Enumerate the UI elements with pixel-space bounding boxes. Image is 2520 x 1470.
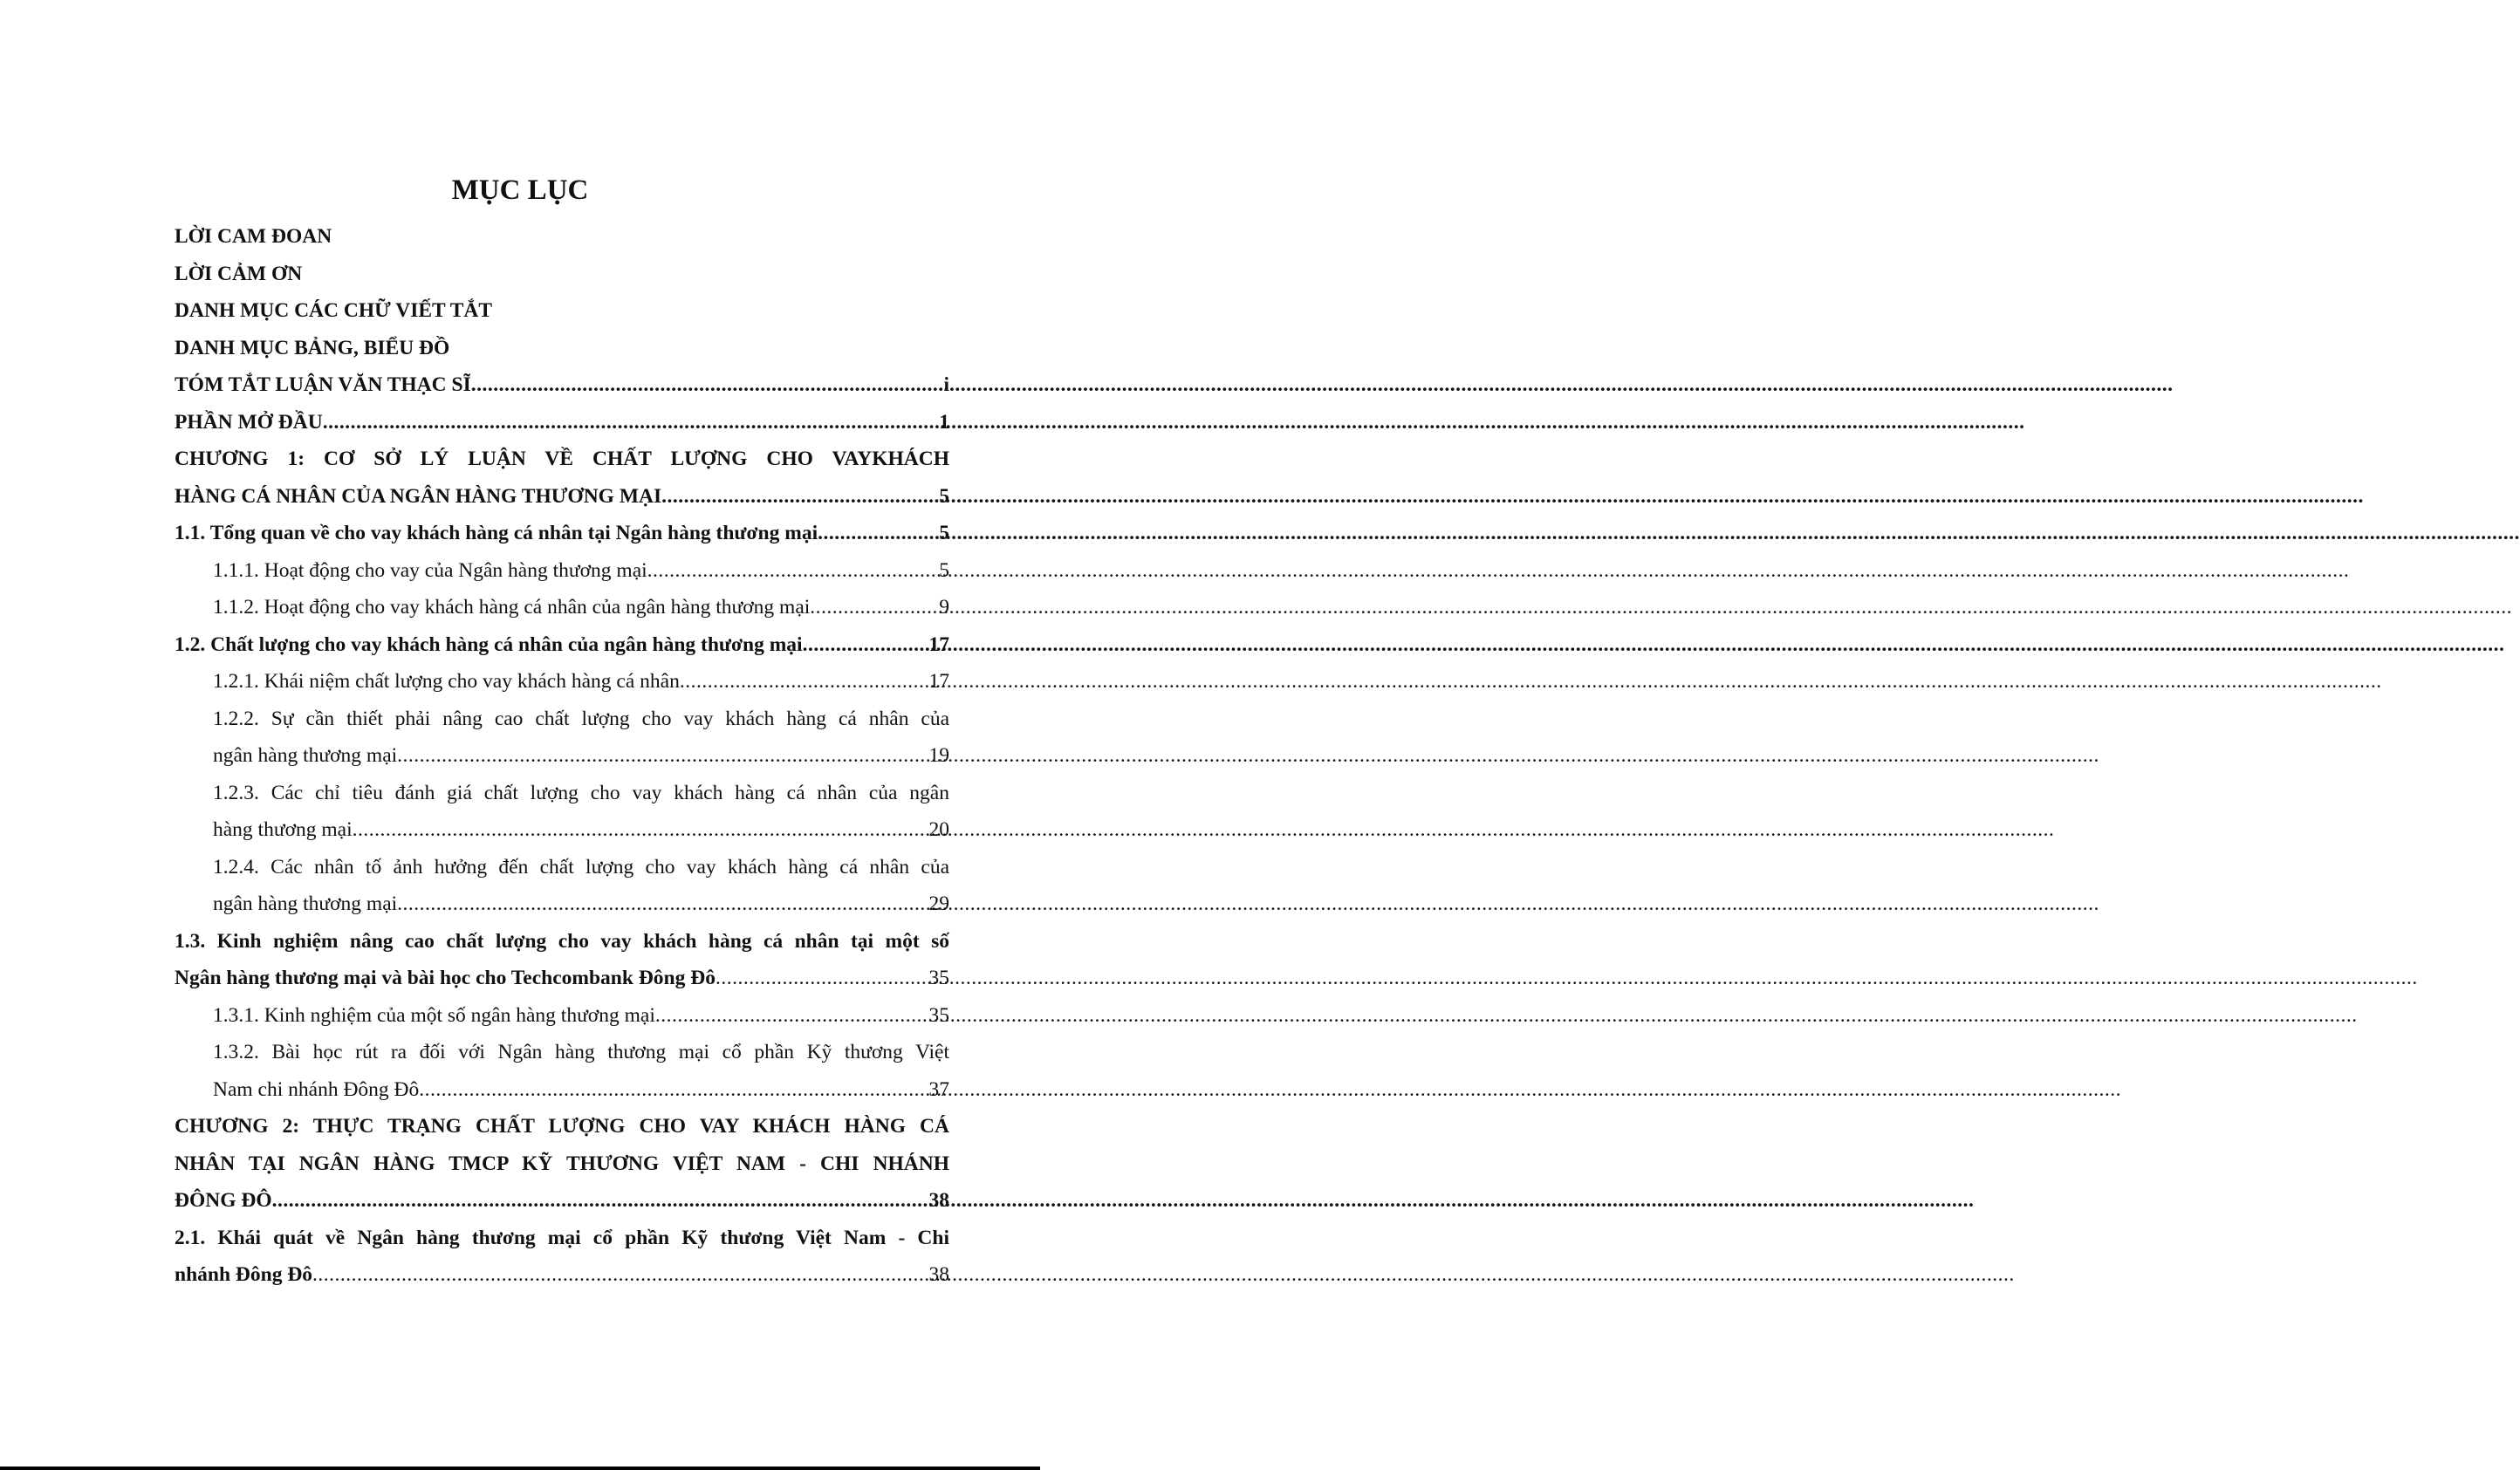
toc-entry-label: hàng thương mại	[213, 818, 353, 841]
toc-entry-chapter-2-line1[interactable]: CHƯƠNG 2: THỰC TRẠNG CHẤT LƯỢNG CHO VAY KHÁCH HÀNG CÁ	[175, 1115, 949, 1138]
toc-entry-2-1-line1[interactable]: 2.1. Khái quát về Ngân hàng thương mại cổ phần Kỹ thương Việt Nam - Chi	[175, 1226, 949, 1249]
toc-entry-label: ĐÔNG ĐÔ	[175, 1189, 272, 1212]
toc-page-number: 17	[928, 632, 949, 656]
toc-page-number: 1	[939, 410, 949, 434]
toc-page-number: 20	[928, 818, 949, 841]
toc-entry-label: LỜI CAM ĐOAN	[175, 225, 332, 248]
toc-entry-1-1[interactable]	[175, 515, 949, 552]
toc-page-number: 19	[928, 744, 949, 767]
toc-entry-1-2-4[interactable]	[175, 885, 949, 923]
toc-entry-label: 1.2.1. Khái niệm chất lượng cho vay khách hàng cá nhân	[213, 670, 680, 693]
toc-entry-1-2-1[interactable]	[175, 663, 949, 701]
dot-leader	[312, 1256, 927, 1294]
toc-entry-1-2-3[interactable]	[175, 811, 949, 849]
dot-leader	[810, 589, 937, 626]
toc-entry-chapter-2-line2[interactable]: NHÂN TẠI NGÂN HÀNG TMCP KỸ THƯƠNG VIỆT NAM - CHI NHÁNH	[175, 1152, 949, 1175]
toc-entry-1-1-1[interactable]	[175, 552, 949, 590]
toc-entry-tom-tat[interactable]	[175, 366, 949, 404]
toc-entry-loi-cam-on[interactable]	[175, 256, 949, 293]
toc-page-number: 38	[928, 1189, 949, 1212]
dot-leader	[803, 626, 928, 664]
toc-entry-1-2-2-line1[interactable]: 1.2.2. Sự cần thiết phải nâng cao chất lượng cho vay khách hàng cá nhân của	[213, 707, 949, 730]
page-bottom-edge	[0, 1467, 1040, 1470]
toc-entry-1-2-3-line1[interactable]: 1.2.3. Các chỉ tiêu đánh giá chất lượng cho vay khách hàng cá nhân của ngân	[213, 781, 949, 804]
toc-entry-chapter-1[interactable]	[175, 478, 949, 516]
toc-page-number: 35	[928, 967, 949, 989]
toc-page-number: 17	[928, 670, 949, 693]
toc-entry-label: Ngân hàng thương mại và bài học cho Techcombank Đông Đô	[175, 967, 716, 989]
toc-entry-label: LỜI CẢM ƠN	[175, 262, 303, 285]
toc-entry-label: DANH MỤC CÁC CHỮ VIẾT TẮT	[175, 299, 493, 322]
toc-page-number: 37	[928, 1077, 949, 1101]
dot-leader	[397, 737, 927, 775]
toc-page-number: 38	[928, 1263, 949, 1286]
toc-entry-1-3-2-line1[interactable]: 1.3.2. Bài học rút ra đối với Ngân hàng thương mại cổ phần Kỹ thương Việt	[213, 1041, 949, 1063]
toc-entry-label: nhánh Đông Đô	[175, 1263, 313, 1286]
toc-page-number: 5	[939, 484, 949, 508]
dot-leader	[818, 515, 937, 552]
table-of-contents	[175, 218, 949, 1294]
toc-page-number: 5	[939, 558, 949, 582]
toc-entry-1-3-1[interactable]	[175, 997, 949, 1035]
toc-entry-danh-muc-bang-bieu-do[interactable]	[175, 330, 949, 367]
toc-entry-1-2-2[interactable]	[175, 737, 949, 775]
toc-entry-loi-cam-doan[interactable]	[175, 218, 949, 256]
toc-entry-phan-mo-dau[interactable]	[175, 404, 949, 441]
dot-leader	[647, 552, 938, 590]
toc-page-number: 5	[939, 522, 949, 544]
toc-entry-danh-muc-chu-viet-tat[interactable]	[175, 292, 949, 330]
toc-entry-label: ngân hàng thương mại	[213, 892, 398, 915]
toc-entry-label: TÓM TẮT LUẬN VĂN THẠC SĨ	[175, 373, 471, 396]
toc-entry-label: 1.1.1. Hoạt động cho vay của Ngân hàng thương mại	[213, 558, 647, 582]
toc-entry-label: PHẦN MỞ ĐẦU	[175, 410, 323, 434]
toc-entry-1-2[interactable]	[175, 626, 949, 664]
toc-entry-label: DANH MỤC BẢNG, BIỂU ĐỒ	[175, 336, 450, 359]
toc-entry-label: 1.3.1. Kinh nghiệm của một số ngân hàng thương mại	[213, 1003, 655, 1027]
dot-leader	[680, 663, 928, 701]
toc-entry-label: 1.2. Chất lượng cho vay khách hàng cá nhân của ngân hàng thương mại	[175, 632, 803, 656]
dot-leader	[272, 1182, 928, 1220]
dot-leader	[419, 1071, 927, 1109]
page-title: MỤC LỤC	[451, 174, 589, 206]
dot-leader	[323, 404, 938, 441]
toc-entry-1-3[interactable]	[175, 960, 949, 997]
toc-entry-label: Nam chi nhánh Đông Đô	[213, 1077, 420, 1101]
toc-page-number: 9	[939, 596, 949, 619]
dot-leader	[397, 885, 927, 923]
dot-leader	[353, 811, 928, 849]
dot-leader	[471, 366, 942, 404]
toc-entry-1-3-line1[interactable]: 1.3. Kinh nghiệm nâng cao chất lượng cho vay khách hàng cá nhân tại một số	[175, 929, 949, 953]
toc-page-number: i	[943, 373, 949, 396]
toc-entry-1-2-4-line1[interactable]: 1.2.4. Các nhân tố ảnh hưởng đến chất lượng cho vay khách hàng cá nhân của	[213, 855, 949, 879]
dot-leader	[661, 478, 937, 516]
dot-leader	[716, 960, 928, 997]
dot-leader	[655, 997, 928, 1035]
toc-entry-chapter-2[interactable]	[175, 1182, 949, 1220]
toc-entry-label: HÀNG CÁ NHÂN CỦA NGÂN HÀNG THƯƠNG MẠI	[175, 484, 662, 508]
toc-page-number: 35	[928, 1003, 949, 1027]
toc-entry-2-1[interactable]	[175, 1256, 949, 1294]
toc-entry-1-3-2[interactable]	[175, 1071, 949, 1109]
toc-entry-label: ngân hàng thương mại	[213, 744, 398, 767]
toc-entry-label: 1.1.2. Hoạt động cho vay khách hàng cá nhân của ngân hàng thương mại	[213, 596, 811, 619]
toc-page-number: 29	[928, 892, 949, 915]
toc-entry-label: 1.1. Tổng quan về cho vay khách hàng cá nhân tại Ngân hàng thương mại	[175, 522, 818, 544]
toc-entry-chapter-1-line1[interactable]: CHƯƠNG 1: CƠ SỞ LÝ LUẬN VỀ CHẤT LƯỢNG CHO VAYKHÁCH	[175, 448, 949, 470]
toc-entry-1-1-2[interactable]	[175, 589, 949, 626]
